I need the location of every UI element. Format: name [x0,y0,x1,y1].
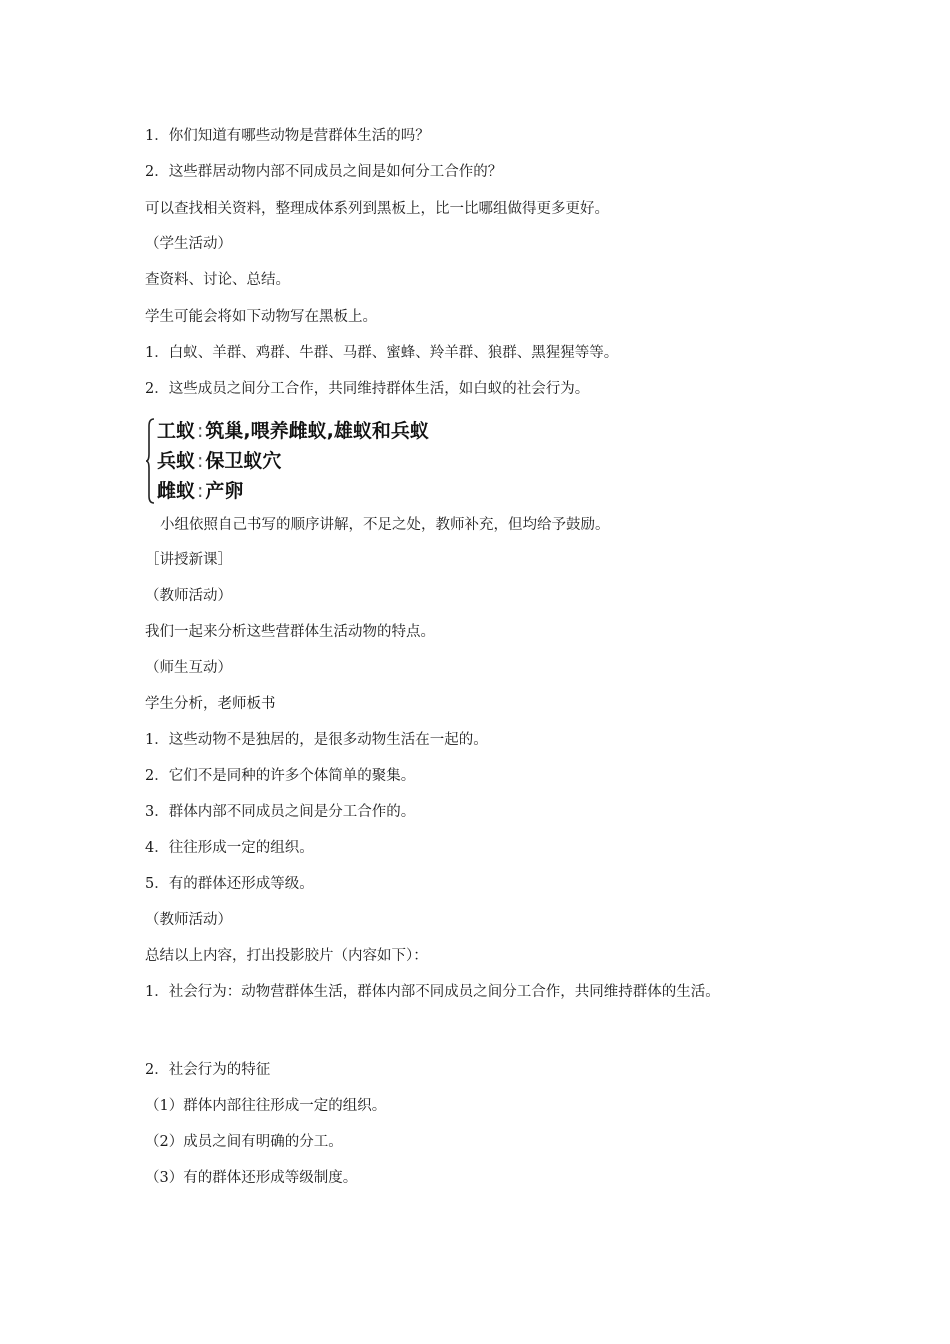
termite-roles-diagram [143,416,453,508]
student-activity-heading: （学生活动） [145,236,232,252]
termite-duty: 产卵 [205,480,244,502]
features-heading: 2．社会行为的特征 [145,1062,271,1078]
definition-text: 1．社会行为：动物营群体生活，群体内部不同成员之间分工合作，共同维持群体的生活。 [145,984,720,1000]
termite-duty: 筑巢,喂养雌蚁,雄蚁和兵蚁 [205,420,429,442]
termite-role-row [157,448,281,474]
group-explanation-text: 小组依照自己书写的顺序讲解，不足之处，教师补充，但均给予鼓励。 [160,517,610,533]
activity-text: 查资料、讨论、总结。 [145,272,290,288]
interaction-heading: （师生互动） [145,660,232,676]
brace-icon [145,418,155,504]
question-2: 2．这些群居动物内部不同成员之间是如何分工合作的？ [145,164,503,180]
instruction-text: 可以查找相关资料，整理成体系列到黑板上，比一比哪组做得更多更好。 [145,201,609,217]
list-item: 2．这些成员之间分工合作，共同维持群体生活，如白蚁的社会行为。 [145,381,590,397]
termite-role-row [157,418,429,444]
termite-role: 雌蚁 [157,480,196,502]
feature-item: （3）有的群体还形成等级制度。 [145,1170,358,1186]
activity-text: 学生可能会将如下动物写在黑板上。 [145,309,377,325]
activity-text: 我们一起来分析这些营群体生活动物的特点。 [145,624,435,640]
separator: : [197,450,204,472]
list-item: 1．白蚁、羊群、鸡群、牛群、马群、蜜蜂、羚羊群、狼群、黑猩猩等等。 [145,345,619,361]
separator: : [197,480,204,502]
question-1: 1．你们知道有哪些动物是营群体生活的吗？ [145,128,430,144]
termite-duty: 保卫蚁穴 [205,450,282,472]
termite-role: 兵蚁 [157,450,196,472]
separator: : [197,420,204,442]
summary-intro: 总结以上内容，打出投影胶片（内容如下）： [145,948,428,964]
teacher-activity-heading: （教师活动） [145,912,232,928]
list-item: 4．往往形成一定的组织。 [145,840,314,856]
list-item: 3．群体内部不同成员之间是分工合作的。 [145,804,416,820]
feature-item: （1）群体内部往往形成一定的组织。 [145,1098,387,1114]
list-item: 1．这些动物不是独居的，是很多动物生活在一起的。 [145,732,488,748]
termite-role: 工蚁 [157,420,196,442]
termite-role-row [157,478,243,504]
list-item: 5．有的群体还形成等级。 [145,876,314,892]
section-heading: ［讲授新课］ [145,552,232,568]
feature-item: （2）成员之间有明确的分工。 [145,1134,343,1150]
teacher-activity-heading: （教师活动） [145,588,232,604]
activity-text: 学生分析，老师板书 [145,696,276,712]
list-item: 2．它们不是同种的许多个体简单的聚集。 [145,768,416,784]
